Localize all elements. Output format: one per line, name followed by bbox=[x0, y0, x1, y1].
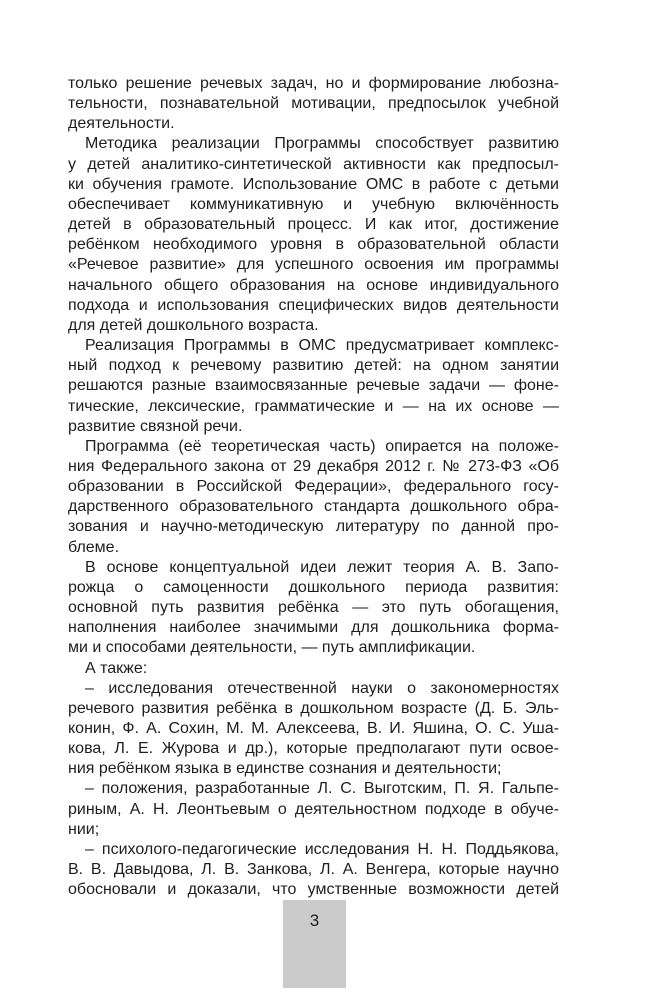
text-line: развитие связной речи. bbox=[68, 417, 243, 435]
text-line: ки обучения грамоте. Использование ОМС в работе с детьми bbox=[68, 175, 559, 193]
text-line: обосновали и доказали, что умственные возможности детей bbox=[68, 881, 559, 899]
text-line: ми и способами деятельности, — путь амплификации. bbox=[68, 639, 476, 657]
text-line: подхода и использования специфических видов деятельности bbox=[68, 296, 559, 314]
page-text bbox=[68, 74, 559, 900]
text-line: Реализация Программы в ОМС предусматривает комплекс- bbox=[85, 337, 559, 355]
text-line: основной путь развития ребёнка — это путь обогащения, bbox=[68, 599, 559, 617]
text-line: В основе концептуальной идеи лежит теория А. В. Запо- bbox=[85, 558, 559, 576]
text-line: тические, лексические, грамматические и — на их основе — bbox=[68, 397, 559, 415]
text-line: ребёнком необходимого уровня в образовательной области bbox=[68, 236, 559, 254]
text-line: – положения, разработанные Л. С. Выготским, П. Я. Гальпе- bbox=[85, 780, 559, 798]
text-line: зования и научно-методическую литературу по данной про- bbox=[68, 518, 559, 536]
text-line: деятельности. bbox=[68, 115, 175, 133]
text-line: начального общего образования на основе индивидуального bbox=[68, 276, 559, 294]
text-line: обеспечивает коммуникативную и учебную включённость bbox=[68, 195, 559, 213]
text-line: рожца о самоценности дошкольного периода развития: bbox=[68, 578, 559, 596]
text-line: нии; bbox=[68, 820, 100, 838]
text-line: тельности, познавательной мотивации, предпосылок учебной bbox=[68, 95, 559, 113]
text-line: кова, Л. Е. Журова и др.), которые предполагают пути освое- bbox=[68, 740, 559, 758]
text-line: наполнения наиболее значимыми для дошкольника форма- bbox=[68, 619, 559, 637]
text-line: А также: bbox=[85, 659, 148, 677]
text-line: образовании в Российской Федерации», федерального госу- bbox=[68, 478, 559, 496]
text-line: Программа (её теоретическая часть) опирается на положе- bbox=[85, 437, 559, 455]
text-line: речевого развития ребёнка в дошкольном возрасте (Д. Б. Эль- bbox=[68, 699, 559, 717]
text-line: для детей дошкольного возраста. bbox=[68, 316, 319, 334]
text-line: детей в образовательный процесс. И как итог, достижение bbox=[68, 216, 559, 234]
text-line: – исследования отечественной науки о закономерностях bbox=[85, 679, 559, 697]
page-number-box bbox=[283, 900, 346, 988]
text-line: ния ребёнком языка в единстве сознания и деятельности; bbox=[68, 760, 502, 778]
text-line: В. В. Давыдова, Л. В. Занкова, Л. А. Венгера, которые научно bbox=[68, 861, 559, 879]
text-line: – психолого-педагогические исследования Н. Н. Поддьякова, bbox=[85, 840, 559, 858]
text-line: дарственного образовательного стандарта дошкольного обра- bbox=[68, 498, 559, 516]
text-line: конин, Ф. А. Сохин, М. М. Алексеева, В. И. Яшина, О. С. Уша- bbox=[68, 720, 559, 737]
text-line: «Речевое развитие» для успешного освоения им программы bbox=[68, 256, 559, 274]
text-line: у детей аналитико-синтетической активности как предпосыл- bbox=[68, 155, 559, 173]
text-line: ный подход к речевому развитию детей: на одном занятии bbox=[68, 357, 559, 375]
text-line: блеме. bbox=[68, 538, 120, 556]
text-line: ния Федерального закона от 29 декабря 2012 г. № 273-ФЗ «Об bbox=[68, 457, 559, 475]
text-line: риным, А. Н. Леонтьевым о деятельностном подходе в обуче- bbox=[68, 800, 559, 818]
text-line: Методика реализации Программы способствует развитию bbox=[85, 135, 559, 153]
text-line: решаются разные взаимосвязанные речевые задачи — фоне- bbox=[68, 377, 559, 395]
page-number: 3 bbox=[309, 911, 320, 930]
text-line: только решение речевых задач, но и формирование любозна- bbox=[68, 75, 559, 92]
